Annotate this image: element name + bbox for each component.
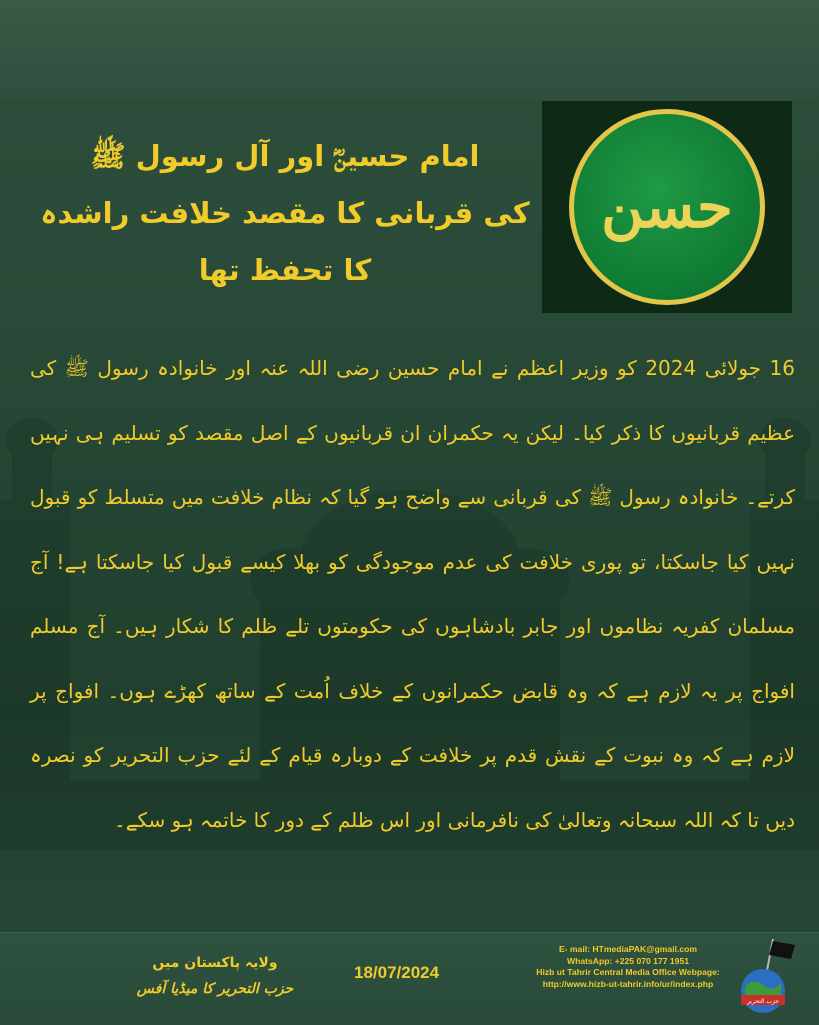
logo-text: حزب التحریر [746, 998, 780, 1005]
emblem-circle: حسن [569, 109, 765, 305]
contact-email[interactable]: E- mail: HTmediaPAK@gmail.com [558, 944, 698, 954]
top-band [0, 0, 819, 100]
headline-line-2: کی قربانی کا مقصد خلافت راشدہ [40, 196, 530, 230]
office-line-2: حزب التحریر کا میڈیا آفس [136, 981, 294, 997]
contact-url[interactable]: http://www.hizb-ut-tahrir.info/ur/index.php [542, 978, 714, 989]
contact-whatsapp: WhatsApp: +225 070 177 1951 [566, 955, 690, 966]
media-office-label [120, 950, 310, 1002]
headline-line-1: امام حسینؓ اور آل رسول ﷺ [90, 139, 480, 173]
release-date: 18/07/2024 [354, 963, 440, 982]
contact-webpage-label: Hizb ut Tahrir Central Media Office Webpage: [536, 967, 720, 977]
husain-calligraphy-emblem [542, 101, 792, 313]
headline-line-3: کا تحفظ تھا [198, 253, 372, 287]
headline [40, 128, 530, 299]
body-paragraph: 16 جولائی 2024 کو وزیر اعظم نے امام حسین رضی اللہ عنہ اور خانوادہ رسول ﷺ کی عظیم قربانیوں کا ذکر کیا۔ لیکن یہ حکمران ان قربانیوں کے اصل مقصد کو تسلیم ہی نہیں کرتے۔ خانوادہ رسول ﷺ کی قربانی سے واضح ہو گیا کہ نظام خلافت میں متسلط کو قبول نہیں کیا جاسکتا، تو پوری خلافت کی عدم موجودگی کو بھلا کیسے قبول کیا جاسکتا ہے! آج مسلمان کفریہ نظاموں اور جابر بادشاہوں کی حکومتوں تلے ظلم کا شکار ہیں۔ آج مسلم افواج پر یہ لازم ہے کہ وہ قابض حکمرانوں کے خلاف اُمت کے ساتھ کھڑے ہوں۔ افواج پر لازم ہے کہ وہ نبوت کے نقش قدم پر خلافت کے دوبارہ قیام کے لئے حزب التحریر کو نصرہ دیں تا کہ اللہ سبحانہ وتعالیٰ کی نافرمانی اور اس ظلم کے دور کا خاتمہ ہو سکے۔ [30, 356, 795, 832]
contact-info [528, 944, 728, 990]
office-line-1: ولایہ پاکستان میں [152, 955, 278, 971]
hizb-ut-tahrir-logo [735, 935, 797, 1017]
